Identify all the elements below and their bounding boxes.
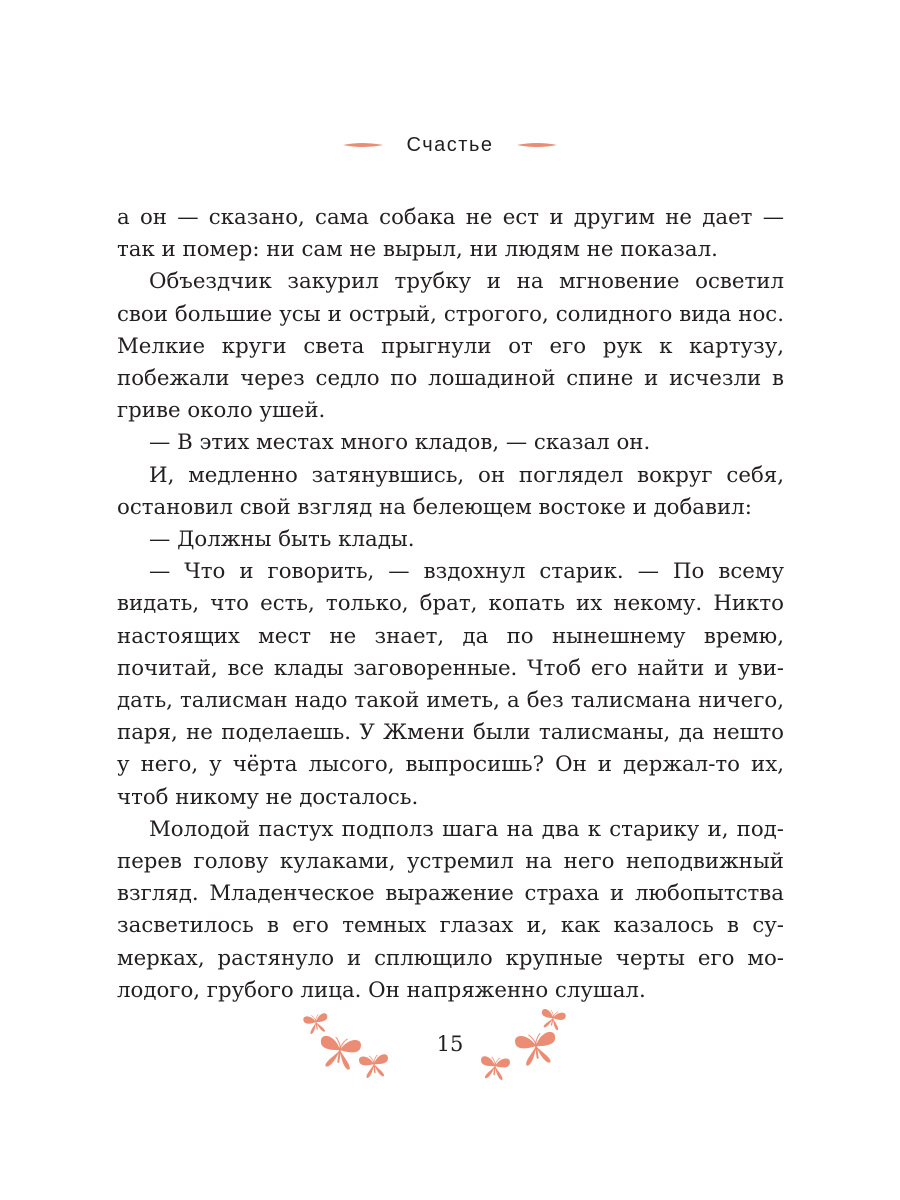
- butterfly-icon: [539, 1008, 566, 1031]
- ornament-dash-right: [517, 142, 557, 148]
- page-number: 15: [436, 1032, 464, 1056]
- ornament-dash-left: [343, 142, 383, 148]
- running-header: [0, 130, 900, 160]
- paragraph: — Должны быть клады.: [149, 527, 415, 553]
- paragraph: а он — сказано, сама собака не ест и другим не дает — так и помер: ни сам не вырыл, ни людям не показал.: [117, 205, 784, 263]
- paragraph: Молодой пастух подполз шага на два к старику и, подперев голову кулаками, устремил на него неподвижный взгляд. Младенческое выражение страха и любопытства засветилось в его темных глазах и, как казалось в сумерках, растянуло и сплющило крупные черты его молодого, грубого лица. Он напряженно слушал.: [117, 816, 784, 1003]
- paragraph: — Что и говорить, — вздохнул старик. — По всему видать, что есть, только, брат, копать их некому. Никто настоящих мест не знает, да по нынешнему времю, почитай, все клады заговоренные. Чтоб его найти и увидать, талисман надо такой иметь, а без талисмана ничего, паря, не поделаешь. У Жмени были талисманы, да нешто у него, у чёрта лысого, выпросишь? Он и держал-то их, чтоб никому не досталось.: [117, 559, 784, 810]
- paragraph: И, медленно затянувшись, он поглядел вокруг себя, остановил свой взгляд на белеющем востоке и добавил:: [117, 462, 784, 520]
- page-footer: [290, 1000, 610, 1100]
- butterfly-icon: [479, 1056, 510, 1081]
- running-title: Счастье: [406, 133, 494, 156]
- paragraph: Объездчик закурил трубку и на мгновение осветил свои большие усы и острый, строгого, солидного вида нос. Мелкие круги света прыгнули от его рук к картузу, побежали через седло по лошадиной спине и исчезли в гриве около ушей.: [117, 269, 784, 424]
- butterfly-icon: [359, 1054, 390, 1079]
- paragraph: — В этих местах много кладов, — сказал он.: [149, 430, 651, 456]
- body-text: [117, 202, 784, 1007]
